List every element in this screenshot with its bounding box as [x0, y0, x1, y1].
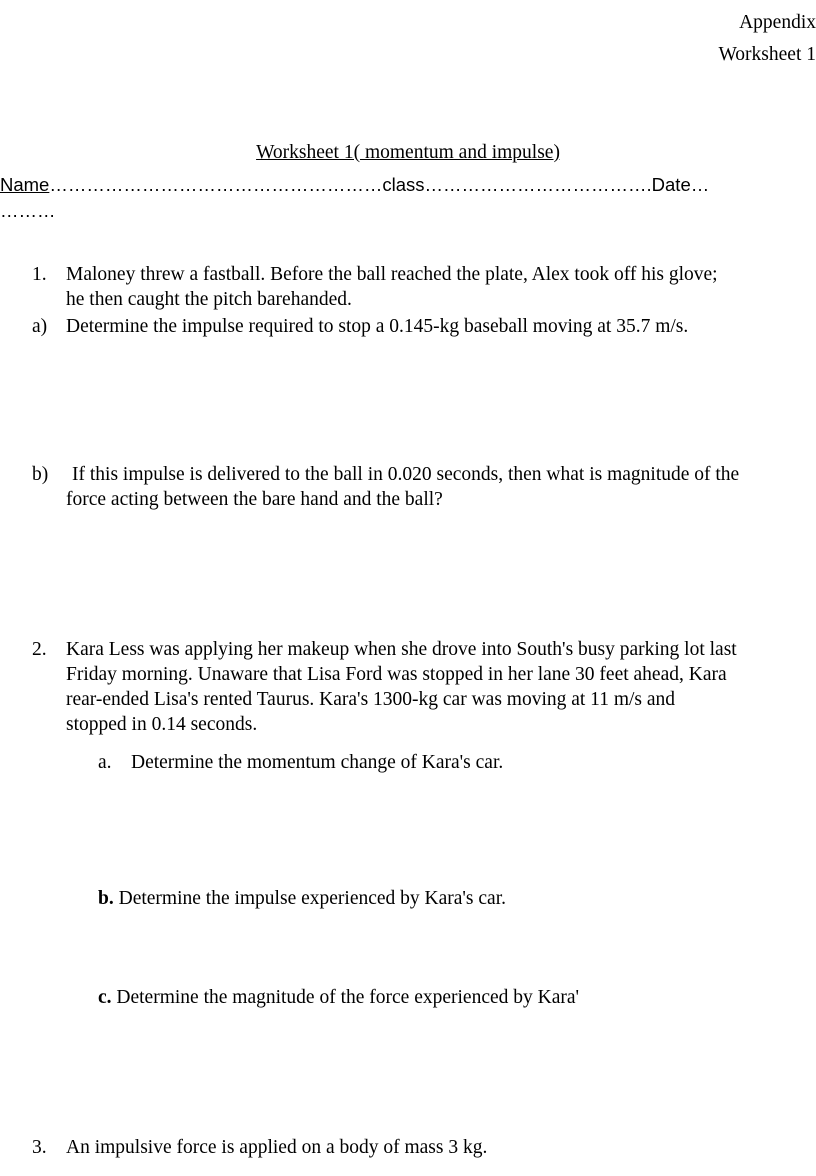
question-3-text: An impulsive force is applied on a body of mass 3 kg. [66, 1137, 488, 1158]
question-1a-label: a) [32, 316, 48, 337]
name-field: ……………………………………………… [49, 174, 383, 195]
question-2b [98, 886, 816, 911]
question-3-number: 3. [32, 1137, 47, 1158]
question-1-line: he then caught the pitch barehanded. [66, 289, 352, 310]
name-label: Name [0, 174, 50, 195]
date-label: Date… [651, 174, 710, 195]
appendix-label: Appendix [739, 12, 816, 33]
class-field: ………………………………. [424, 174, 652, 195]
question-2c [98, 985, 816, 1010]
question-2-line: rear-ended Lisa's rented Taurus. Kara's 1300-kg car was moving at 11 m/s and [66, 689, 676, 710]
question-1b-line: If this impulse is delivered to the ball in 0.020 seconds, then what is magnitude of the [72, 464, 740, 485]
class-label: class [382, 174, 425, 195]
question-1b-line: force acting between the bare hand and the ball? [66, 489, 443, 510]
question-1-line: Maloney threw a fastball. Before the ball reached the plate, Alex took off his glove; [66, 264, 718, 285]
info-line [0, 172, 816, 197]
date-field: ……… [0, 200, 56, 221]
question-1a-text: Determine the impulse required to stop a 0.145-kg baseball moving at 35.7 m/s. [66, 316, 689, 337]
question-2-text [66, 637, 816, 737]
question-2c-text: Determine the magnitude of the force experienced by Kara' [116, 987, 580, 1008]
question-1b-label: b) [32, 464, 49, 485]
question-2-line: Friday morning. Unaware that Lisa Ford was stopped in her lane 30 feet ahead, Kara [66, 664, 727, 685]
question-2a-text: Determine the momentum change of Kara's car. [131, 752, 504, 773]
question-2b-label: b. [98, 888, 114, 909]
question-2c-label: c. [98, 987, 112, 1008]
worksheet-label: Worksheet 1 [718, 44, 816, 65]
question-2-line: Kara Less was applying her makeup when she drove into South's busy parking lot last [66, 639, 737, 660]
page-title: Worksheet 1( momentum and impulse) [256, 142, 560, 163]
question-1-number: 1. [32, 264, 47, 285]
question-2-line: stopped in 0.14 seconds. [66, 714, 258, 735]
question-2-number: 2. [32, 639, 47, 660]
question-2a-label: a. [98, 752, 112, 773]
question-2b-text: Determine the impulse experienced by Kara's car. [118, 888, 507, 909]
question-1-text [66, 262, 816, 312]
